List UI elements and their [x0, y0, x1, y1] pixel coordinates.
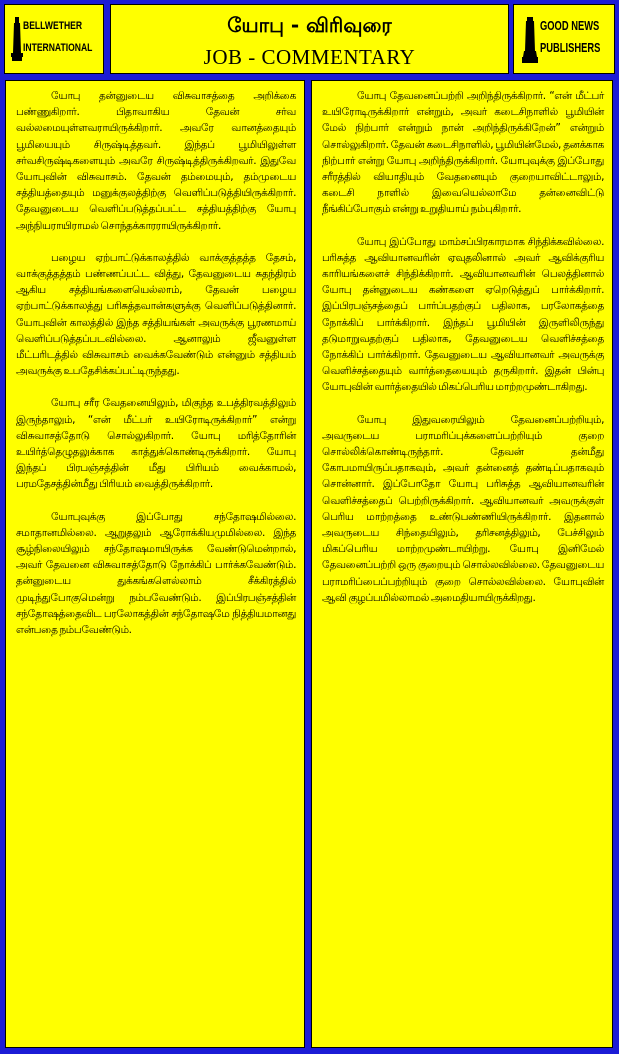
- right-paragraph-3: யோபு இதுவரையிலும் தேவனைப்பற்றியும், அவருடைய பராமரிப்புக்களைப்பற்றியும் குறை சொல்லிக்கொண்டிருந்தார். தேவன் தன்மீது கோபமாயிருப்பதாகவும், அவர் தன்னைத் தண்டிப்பதாகவும் சொன்னார். இப்போதோ யோபு பரிசுத்த ஆவியானவரின் வெளிச்சத்தைப் பெற்றிருக்கிறார். ஆவியானவர் அவருக்குள் பெரிய மாற்றத்தை உண்டுபண்ணியிருக்கிறார். இதனால் அவருடைய சிந்தையிலும், தரிசனத்திலும், பேச்சிலும் மிகப்பெரிய மாற்றமுண்டாயிற்று. யோபு இனிமேல் தேவனைப்பற்றி ஒரு குறையும் சொல்லவில்லை. தேவனுடைய பராமரிப்பைப்பற்றியும் குறை சொல்லவில்லை. யோபுவின் ஆவி குழப்பமில்லாமல் அமைதியாயிருக்கிறது.: [322, 413, 604, 604]
- left-column: [5, 80, 305, 1048]
- good-news-logo-text: [540, 15, 600, 59]
- left-paragraph-1: யோபு தன்னுடைய விசுவாசத்தை அறிக்கை பண்ணுகிறார். பிதாவாகிய தேவன் சர்வ வல்லமையுள்ளவராயிருக்கிறார். அவரே வானத்தையும் பூமியையும் சிருஷ்டித்தவர். இந்தப் பூமியிலுள்ள சர்வசிருஷ்டிகளையும் அவரே சிருஷ்டித்திருக்கிறவர். இதுவே யோபுவின் விசுவாசம். தேவன் தம்மையும், தம்முடைய சத்தியத்தையும் மனுக்குலத்திற்கு வெளிப்படுத்தியிருக்கிறார். தேவனுடைய வெளிப்படுத்தப்பட்ட சத்தியத்திற்கு யோபு அந்நியராயிராமல் சொந்தக்காரராயிருக்கிறார்.: [16, 90, 296, 232]
- bellwether-icon: [11, 17, 23, 61]
- good-news-logo: [513, 4, 615, 74]
- left-paragraph-3: யோபு சரீர வேதனையிலும், மிகுந்த உபத்திரவத்திலும் இருந்தாலும், “என் மீட்பர் உயிரோடிருக்கிறார்” என்று விசுவாசத்தோடு சொல்லுகிறார். யோபு மரித்தோரின் உயிர்த்தெழுதலுக்காக காத்துக்கொண்டிருக்கிறார். யோபு இந்தப் பிரபஞ்சத்தின் மீது பிரியம் வைக்காமல், பரமதேசத்தின்மீது பிரியம் வைத்திருக்கிறார்.: [16, 397, 296, 491]
- page-title-english: JOB - COMMENTARY: [203, 45, 416, 69]
- title-box: [110, 4, 509, 74]
- left-paragraph-2: பழைய ஏற்பாட்டுக்காலத்தில் வாக்குத்தத்த தேசம், வாக்குத்தத்தம் பண்ணப்பட்ட வித்து, தேவனுடைய சுதந்திரம் ஆகிய சத்தியங்களையெல்லாம், தேவன் பழைய ஏற்பாட்டுக்காலத்து பரிசுத்தவான்களுக்கு வெளிப்படுத்தினார். யோபுவின் காலத்தில் இந்த சத்தியங்கள் அவருக்கு பூரணமாய் வெளிப்படுத்தப்படவில்லை. ஆனாலும் ஜீவனுள்ள மீட்பரிடத்தில் விசுவாசம் வைக்கவேண்டும் என்னும் சத்தியம் அவருக்கு உபதேசிக்கப்பட்டிருந்தது.: [16, 251, 296, 378]
- bellwether-logo-text: [23, 15, 92, 59]
- page-title-tamil: யோபு - விரிவுரை: [227, 13, 392, 37]
- right-column: [311, 80, 613, 1048]
- bellwether-logo: [4, 4, 104, 74]
- good-news-icon: [522, 17, 538, 63]
- right-logo-line2: PUBLISHERS: [540, 40, 601, 55]
- left-logo-line2: INTERNATIONAL: [23, 42, 93, 54]
- left-paragraph-4: யோபுவுக்கு இப்போது சந்தோஷமில்லை. சமாதானமில்லை. ஆறுதலும் ஆரோக்கியமுமில்லை. இந்த சூழ்நிலையிலும் சந்தோஷமாயிருக்க வேண்டுமென்றால், அவர் தேவனை விசுவாசத்தோடு நோக்கிப் பார்க்கவேண்டும். தன்னுடைய துக்கங்களெல்லாம் சீக்கிரத்தில் முடிந்துபோகுமென்று நம்பவேண்டும். இப்பிரபஞ்சத்தின் சந்தோஷத்தைவிட பரலோகத்தின் சந்தோஷமே நித்தியமானது என்பதை நம்பவேண்டும்.: [16, 510, 296, 637]
- right-paragraph-1: யோபு தேவனைப்பற்றி அறிந்திருக்கிறார். “என் மீட்பர் உயிரோடிருக்கிறார் என்றும், அவர் கடைசிநாளில் பூமியின் மேல் நிற்பார் என்றும் நான் அறிந்திருக்கிறேன்” என்றும் சொல்லுகிறார். தேவன் கடைசிநாளில், பூமியின்மேல், தனக்காக நிற்பார் என்று யோபு அறிந்திருக்கிறார். யோபுவுக்கு இப்போது சரீரத்தில் வியாதியும் வேதனையும் குறையாவிட்டாலும், கடைசி நாளில் இவையெல்லாமே தன்னைவிட்டு நீங்கிப்போகும் என்று உறுதியாய் நம்புகிறார்.: [322, 90, 604, 216]
- page-header: [2, 2, 617, 76]
- right-paragraph-2: யோபு இப்போது மாம்சப்பிரகாரமாக சிந்திக்கவில்லை. பரிசுத்த ஆவியானவரின் ஏவுதலினால் அவர் ஆவிக்குரிய காரியங்களைச் சிந்திக்கிறார். ஆவியானவரின் பெலத்தினால் யோபு தன்னுடைய கண்களை ஏறெடுத்துப் பார்க்கிறார். இப்பிரபஞ்சத்தைப் பார்ப்பதற்குப் பதிலாக, பரலோகத்தை நோக்கிப் பார்க்கிறார். இந்தப் பூமியின் இருளிலிருந்து தடுமாறுவதற்குப் பதிலாக, தேவனுடைய வெளிச்சத்தை நோக்கிப் பார்க்கிறார். தேவனுடைய ஆவியானவர் அவருக்கு வெளிச்சத்தையும் வார்த்தையையும் தருகிறார். இதன் பின்பு யோபுவின் வார்த்தையில் மிகப்பெரிய மாற்றமுண்டாகிறது.: [322, 235, 604, 394]
- right-logo-line1: GOOD NEWS: [540, 18, 600, 33]
- left-logo-line1: BELLWETHER: [23, 20, 83, 32]
